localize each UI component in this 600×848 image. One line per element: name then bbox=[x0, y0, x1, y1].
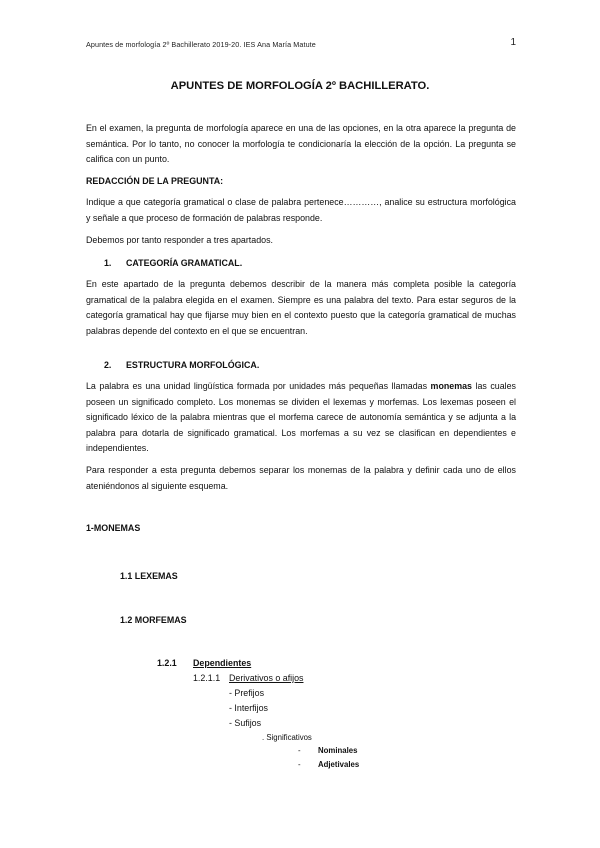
outline-prefijos: - Prefijos bbox=[229, 688, 265, 698]
outline-adjetivales-dash: - bbox=[298, 760, 301, 769]
outline-monemas: 1-MONEMAS bbox=[86, 523, 141, 533]
intro-paragraph: En el examen, la pregunta de morfología aparece en una de las opciones, en la otra aparece la pregunta de semántica. Por lo tanto, no conocer la morfología te condicionaría la elección de la opción. La pregunta se califica con un punto. bbox=[86, 123, 516, 164]
outline-derivativos: Derivativos o afijos bbox=[229, 673, 304, 683]
section2-monemas-term: monemas bbox=[430, 381, 472, 391]
section1-heading-text: CATEGORÍA GRAMATICAL. bbox=[126, 258, 243, 268]
outline-dependientes-number: 1.2.1 bbox=[157, 658, 177, 668]
page-number: 1 bbox=[510, 37, 516, 48]
redaccion-heading: REDACCIÓN DE LA PREGUNTA: bbox=[86, 176, 224, 186]
outline-dependientes: Dependientes bbox=[193, 658, 252, 668]
section1-paragraph: En este apartado de la pregunta debemos describir de la manera más completa posible la categoría gramatical de la palabra elegida en el examen. Siempre es una palabra del texto. Para estar seguros de la categoría gramatical hay que fijarse muy bien en el contexto puesto que la categoría gramatical de muchas palabras depende del contexto en el que se encuentran. bbox=[86, 279, 516, 336]
section2-paragraph bbox=[86, 379, 516, 457]
outline-interfijos: - Interfijos bbox=[229, 703, 268, 713]
section2-text-after: las cuales poseen un significado completo. Los monemas se dividen el lexemas y morfemas. Los lexemas poseen el significado léxico de la palabra mientras que el morfema carece de autonomía semántica y se adjunta a la palabra para dotarla de significado gramatical. Los morfemas a su vez se clasifican en dependientes e independientes. bbox=[86, 381, 516, 453]
outline-sufijos: - Sufijos bbox=[229, 718, 262, 728]
outline-significativos: . Significativos bbox=[262, 733, 312, 742]
redaccion-paragraph: Indique a que categoría gramatical o clase de palabra pertenece…………, analice su estructura morfológica y señale a que proceso de formación de palabras responde. bbox=[86, 197, 516, 223]
outline-nominales-dash: - bbox=[298, 746, 301, 755]
document-title: APUNTES DE MORFOLOGÍA 2º BACHILLERATO. bbox=[170, 80, 430, 92]
section2-text-before: La palabra es una unidad lingüística formada por unidades más pequeñas llamadas bbox=[86, 381, 431, 391]
outline-morfemas: 1.2 MORFEMAS bbox=[120, 615, 187, 625]
outline-derivativos-number: 1.2.1.1 bbox=[193, 673, 221, 683]
outline-nominales: Nominales bbox=[318, 746, 358, 755]
running-header: Apuntes de morfología 2º Bachillerato 2019-20. IES Ana María Matute bbox=[86, 40, 316, 49]
section2-heading-text: ESTRUCTURA MORFOLÓGICA. bbox=[126, 360, 260, 370]
outline-adjetivales: Adjetivales bbox=[318, 760, 360, 769]
section1-heading bbox=[104, 256, 504, 272]
redaccion-followup: Debemos por tanto responder a tres apartados. bbox=[86, 235, 273, 245]
section2-paragraph-2: Para responder a esta pregunta debemos separar los monemas de la palabra y definir cada uno de ellos ateniéndonos al siguiente esquema. bbox=[86, 465, 516, 491]
section1-number: 1. bbox=[104, 258, 112, 268]
section2-heading bbox=[104, 358, 504, 374]
section2-number: 2. bbox=[104, 360, 112, 370]
outline-lexemas: 1.1 LEXEMAS bbox=[120, 571, 178, 581]
